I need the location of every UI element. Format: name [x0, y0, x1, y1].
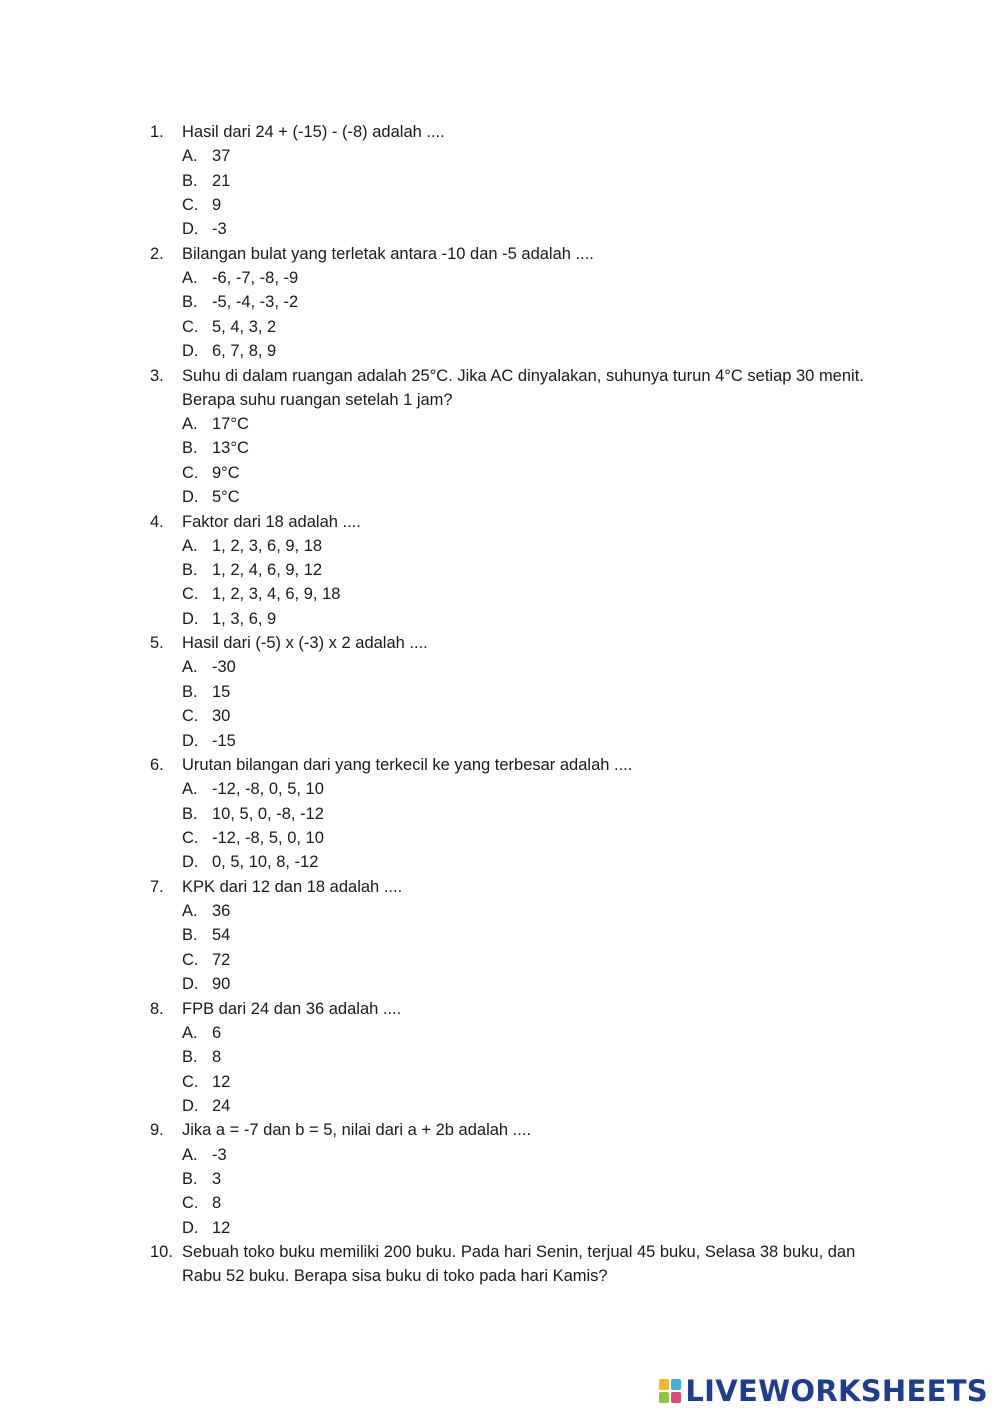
answer-option[interactable]	[182, 582, 880, 606]
answer-option[interactable]	[182, 899, 880, 923]
option-label: C.	[182, 463, 199, 482]
option-label: C.	[182, 829, 199, 848]
question-item	[150, 753, 880, 875]
option-text: 8	[212, 1194, 222, 1213]
logo-square-icon	[671, 1379, 681, 1390]
answer-option[interactable]	[182, 1191, 880, 1215]
option-label: C.	[182, 1194, 199, 1213]
option-text: 12	[212, 1072, 231, 1091]
question-text: Faktor dari 18 adalah ....	[182, 512, 361, 531]
option-label: B.	[182, 926, 198, 945]
option-label: A.	[182, 147, 198, 166]
question-text: KPK dari 12 dan 18 adalah ....	[182, 877, 403, 896]
option-text: 8	[212, 1048, 222, 1067]
question-item	[150, 242, 880, 364]
question-text: FPB dari 24 dan 36 adalah ....	[182, 999, 402, 1018]
option-text: 15	[212, 682, 231, 701]
option-label: B.	[182, 171, 198, 190]
option-label: D.	[182, 342, 199, 361]
answer-option[interactable]	[182, 412, 880, 436]
option-label: A.	[182, 1023, 198, 1042]
question-item	[150, 875, 880, 997]
answer-option[interactable]	[182, 1216, 880, 1240]
question-text: Bilangan bulat yang terletak antara -10 dan -5 adalah ....	[182, 244, 594, 263]
question-number: 6.	[150, 756, 164, 775]
option-text: 24	[212, 1096, 231, 1115]
logo-mark-icon	[659, 1379, 681, 1403]
option-text: 90	[212, 975, 231, 994]
question-number: 10.	[150, 1243, 173, 1262]
option-text: 37	[212, 147, 231, 166]
question-item	[150, 364, 880, 510]
option-text: -12, -8, 0, 5, 10	[212, 780, 324, 799]
answer-option[interactable]	[182, 923, 880, 947]
option-text: -3	[212, 1145, 227, 1164]
option-label: A.	[182, 536, 198, 555]
option-text: 6, 7, 8, 9	[212, 342, 277, 361]
answer-option[interactable]	[182, 315, 880, 339]
answer-option[interactable]	[182, 1143, 880, 1167]
answer-option[interactable]	[182, 777, 880, 801]
question-list	[150, 120, 880, 1289]
option-text: 0, 5, 10, 8, -12	[212, 853, 319, 872]
question-item	[150, 510, 880, 632]
option-list	[182, 1021, 880, 1119]
option-label: C.	[182, 707, 199, 726]
option-label: A.	[182, 780, 198, 799]
question-text: Sebuah toko buku memiliki 200 buku. Pada hari Senin, terjual 45 buku, Selasa 38 buku, dan Rabu 52 buku. Berapa sisa buku di toko pada hari Kamis?	[182, 1243, 856, 1286]
question-text: Jika a = -7 dan b = 5, nilai dari a + 2b adalah ....	[182, 1121, 532, 1140]
answer-option[interactable]	[182, 290, 880, 314]
option-label: D.	[182, 1096, 199, 1115]
option-text: 21	[212, 171, 231, 190]
question-item	[150, 1118, 880, 1240]
answer-option[interactable]	[182, 558, 880, 582]
option-text: 1, 3, 6, 9	[212, 609, 277, 628]
option-label: D.	[182, 853, 199, 872]
option-text: 36	[212, 902, 231, 920]
question-number: 5.	[150, 634, 164, 653]
answer-option[interactable]	[182, 534, 880, 558]
answer-option[interactable]	[182, 607, 880, 631]
option-list	[182, 1143, 880, 1241]
option-text: -12, -8, 5, 0, 10	[212, 829, 324, 848]
brand-name: LIVEWORKSHEETS	[685, 1374, 988, 1408]
question-item	[150, 1240, 880, 1288]
option-list	[182, 266, 880, 364]
question-item	[150, 631, 880, 753]
question-number: 3.	[150, 366, 164, 385]
option-label: B.	[182, 804, 198, 823]
question-item	[150, 997, 880, 1119]
answer-option[interactable]	[182, 802, 880, 826]
option-text: 1, 2, 4, 6, 9, 12	[212, 561, 323, 580]
option-label: C.	[182, 1072, 199, 1091]
option-text: 12	[212, 1218, 231, 1237]
answer-option[interactable]	[182, 485, 880, 509]
logo-square-icon	[659, 1379, 669, 1390]
option-text: 1, 2, 3, 6, 9, 18	[212, 536, 323, 555]
option-text: 54	[212, 926, 231, 945]
answer-option[interactable]	[182, 436, 880, 460]
option-label: D.	[182, 220, 199, 239]
option-text: 17°C	[212, 414, 249, 433]
answer-option[interactable]	[182, 850, 880, 874]
answer-option[interactable]	[182, 1167, 880, 1191]
option-label: A.	[182, 902, 198, 920]
question-number: 4.	[150, 512, 164, 531]
answer-option[interactable]	[182, 948, 880, 972]
question-text: Hasil dari 24 + (-15) - (-8) adalah ....	[182, 123, 445, 141]
question-text: Suhu di dalam ruangan adalah 25°C. Jika AC dinyalakan, suhunya turun 4°C setiap 30 menit. Berapa suhu ruangan setelah 1 jam?	[182, 366, 864, 409]
option-label: D.	[182, 488, 199, 507]
answer-option[interactable]	[182, 461, 880, 485]
option-text: 10, 5, 0, -8, -12	[212, 804, 324, 823]
answer-option[interactable]	[182, 704, 880, 728]
question-number: 7.	[150, 877, 164, 896]
answer-option[interactable]	[182, 217, 880, 241]
option-label: A.	[182, 658, 198, 677]
question-number: 8.	[150, 999, 164, 1018]
option-label: B.	[182, 1169, 198, 1188]
answer-option[interactable]	[182, 729, 880, 753]
answer-option[interactable]	[182, 1094, 880, 1118]
option-text: 9	[212, 195, 222, 214]
option-label: B.	[182, 682, 198, 701]
option-label: B.	[182, 1048, 198, 1067]
option-text: 9°C	[212, 463, 240, 482]
option-label: B.	[182, 293, 198, 312]
answer-option[interactable]	[182, 680, 880, 704]
option-text: 1, 2, 3, 4, 6, 9, 18	[212, 585, 341, 604]
option-text: -15	[212, 731, 236, 750]
answer-option[interactable]	[182, 339, 880, 363]
option-text: 13°C	[212, 439, 249, 458]
option-label: C.	[182, 950, 199, 969]
answer-option[interactable]	[182, 1021, 880, 1045]
option-label: D.	[182, 609, 199, 628]
logo-square-icon	[659, 1392, 669, 1403]
option-label: C.	[182, 195, 199, 214]
option-label: D.	[182, 731, 199, 750]
option-label: A.	[182, 268, 198, 287]
answer-option[interactable]	[182, 144, 880, 168]
answer-option[interactable]	[182, 1070, 880, 1094]
answer-option[interactable]	[182, 266, 880, 290]
logo-square-icon	[671, 1392, 681, 1403]
question-text: Urutan bilangan dari yang terkecil ke yang terbesar adalah ....	[182, 756, 633, 775]
answer-option[interactable]	[182, 169, 880, 193]
option-text: -5, -4, -3, -2	[212, 293, 299, 312]
option-list	[182, 412, 880, 510]
option-label: D.	[182, 975, 199, 994]
liveworksheets-logo	[659, 1374, 988, 1408]
question-text: Hasil dari (-5) x (-3) x 2 adalah ....	[182, 634, 428, 653]
option-list	[182, 534, 880, 632]
option-label: D.	[182, 1218, 199, 1237]
option-text: 72	[212, 950, 231, 969]
option-text: -6, -7, -8, -9	[212, 268, 299, 287]
option-text: -30	[212, 658, 236, 677]
question-item	[150, 120, 880, 242]
option-text: 6	[212, 1023, 222, 1042]
option-list	[182, 144, 880, 242]
option-text: 5°C	[212, 488, 240, 507]
answer-option[interactable]	[182, 193, 880, 217]
option-label: C.	[182, 317, 199, 336]
question-number: 9.	[150, 1121, 164, 1140]
option-label: C.	[182, 585, 199, 604]
option-label: B.	[182, 561, 198, 580]
question-number: 2.	[150, 244, 164, 263]
option-label: A.	[182, 1145, 198, 1164]
option-text: 30	[212, 707, 231, 726]
answer-option[interactable]	[182, 826, 880, 850]
option-list	[182, 655, 880, 753]
option-label: B.	[182, 439, 198, 458]
option-list	[182, 899, 880, 997]
option-list	[182, 777, 880, 875]
option-text: 5, 4, 3, 2	[212, 317, 277, 336]
option-label: A.	[182, 414, 198, 433]
question-number: 1.	[150, 123, 164, 141]
answer-option[interactable]	[182, 972, 880, 996]
answer-option[interactable]	[182, 655, 880, 679]
option-text: -3	[212, 220, 227, 239]
answer-option[interactable]	[182, 1045, 880, 1069]
option-text: 3	[212, 1169, 222, 1188]
